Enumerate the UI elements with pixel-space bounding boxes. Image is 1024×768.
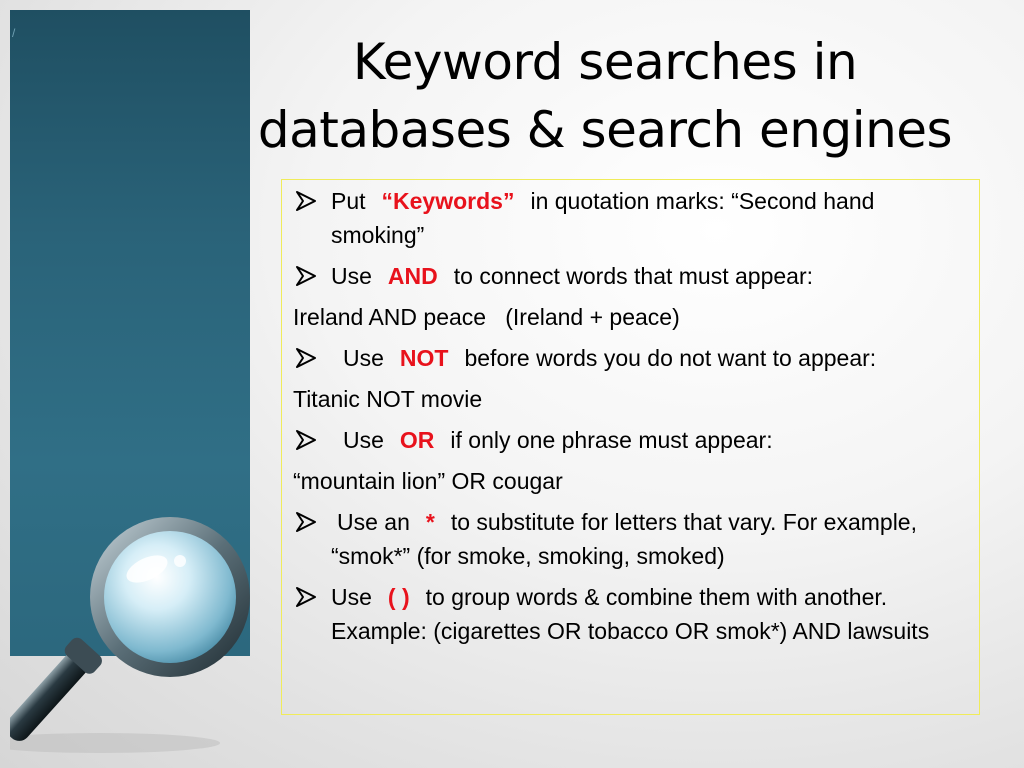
- keyword-highlight: ( ): [387, 584, 410, 610]
- bullet-text-pre: Use an: [337, 509, 410, 535]
- bullet-item-parentheses: [292, 580, 969, 648]
- example-or: “mountain lion” OR cougar: [293, 468, 563, 494]
- magnifying-glass-icon: [10, 505, 270, 755]
- side-mark: /: [12, 26, 16, 40]
- slide-title: [250, 28, 960, 164]
- bullet-text-post: to group words & combine them with another. Example: (cigarettes OR tobacco OR smok*) AND lawsuits: [331, 584, 930, 644]
- arrow-bullet-icon: [294, 586, 318, 608]
- bullet-text-pre: Put: [331, 188, 366, 214]
- example-and: Ireland AND peace (Ireland + peace): [293, 304, 680, 330]
- keyword-highlight: AND: [387, 263, 438, 289]
- bullet-item-quotation: [292, 184, 969, 252]
- arrow-bullet-icon: [294, 347, 318, 369]
- bullet-text-post: to connect words that must appear:: [453, 263, 814, 289]
- arrow-bullet-icon: [294, 190, 318, 212]
- keyword-highlight: OR: [399, 427, 435, 453]
- bullet-text-pre: Use: [343, 345, 384, 371]
- bullet-text-post: if only one phrase must appear:: [450, 427, 773, 453]
- content-box: [281, 179, 980, 715]
- arrow-bullet-icon: [294, 265, 318, 287]
- arrow-bullet-icon: [294, 429, 318, 451]
- bullet-text-pre: Use: [343, 427, 384, 453]
- bullet-item-wildcard: [292, 505, 969, 573]
- bullet-item-or: [292, 423, 969, 457]
- bullet-text-post: before words you do not want to appear:: [464, 345, 877, 371]
- example-not: Titanic NOT movie: [293, 386, 483, 412]
- arrow-bullet-icon: [294, 511, 318, 533]
- bullet-text-post: in quotation marks: “Second hand smoking”: [331, 188, 875, 248]
- bullet-item-and: [292, 259, 969, 293]
- bullet-text-pre: Use: [331, 584, 372, 610]
- title-line-2: databases & search engines: [257, 101, 953, 159]
- keyword-highlight: *: [425, 509, 435, 535]
- bullet-item-not: [292, 341, 969, 375]
- keyword-highlight: “Keywords”: [381, 188, 515, 214]
- bullet-text-post: to substitute for letters that vary. For example, “smok*” (for smoke, smoking, smoked): [331, 509, 917, 569]
- title-line-1: Keyword searches in: [352, 33, 858, 91]
- keyword-highlight: NOT: [399, 345, 449, 371]
- bullet-text-pre: Use: [331, 263, 372, 289]
